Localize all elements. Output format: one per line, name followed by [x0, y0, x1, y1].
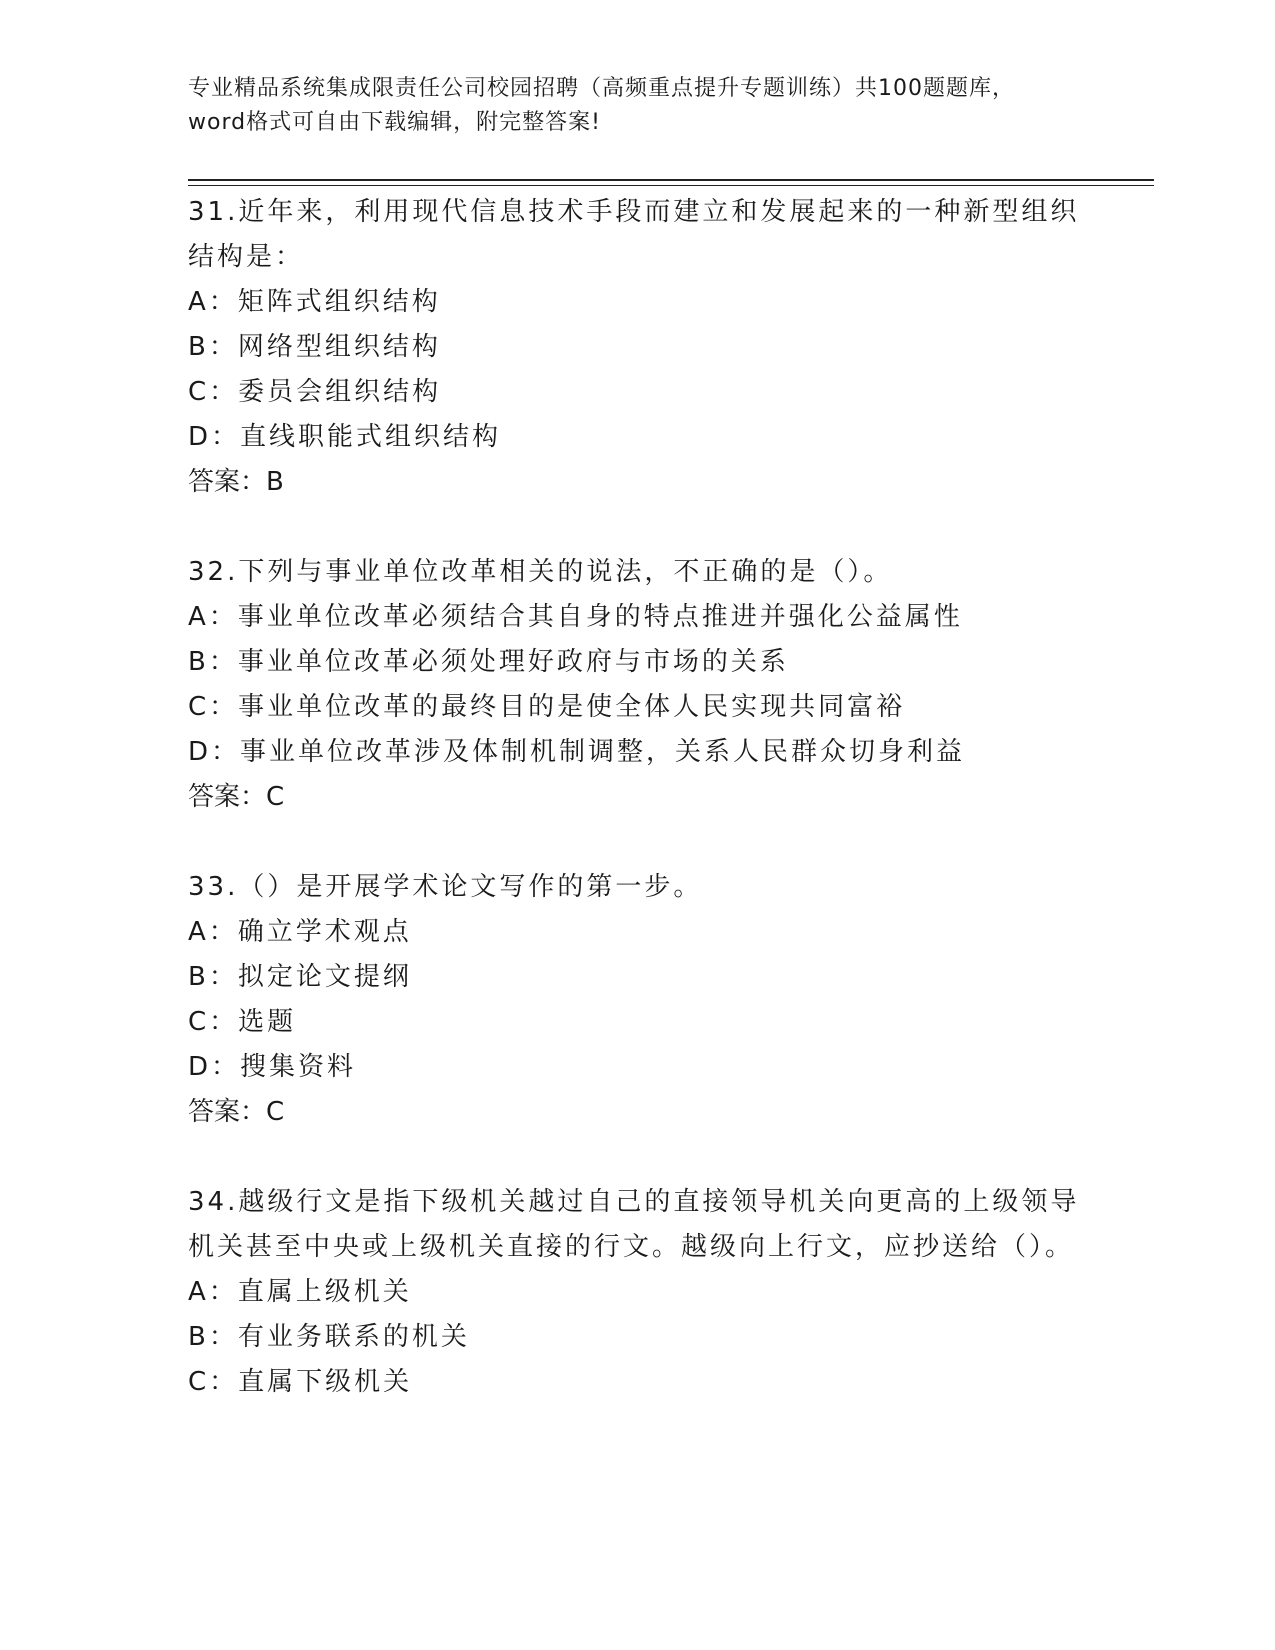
question-text: 33.（）是开展学术论文写作的第一步。	[188, 872, 703, 902]
header-divider-thick	[188, 179, 1154, 181]
option-b: B：有业务联系的机关	[188, 1322, 470, 1352]
option-b: B：事业单位改革必须处理好政府与市场的关系	[188, 647, 789, 677]
document-header	[188, 72, 1028, 140]
option-a: A：事业单位改革必须结合其自身的特点推进并强化公益属性	[188, 602, 963, 632]
option-a: A：直属上级机关	[188, 1277, 412, 1307]
option-a: A：矩阵式组织结构	[188, 287, 441, 317]
option-c: C：委员会组织结构	[188, 377, 442, 407]
question-32	[188, 550, 1088, 820]
option-d: D：搜集资料	[188, 1052, 357, 1082]
answer: 答案：C	[188, 782, 285, 812]
option-b: B：拟定论文提纲	[188, 962, 412, 992]
option-b: B：网络型组织结构	[188, 332, 441, 362]
option-c: C：直属下级机关	[188, 1367, 413, 1397]
option-d: D：直线职能式组织结构	[188, 422, 502, 452]
question-text: 34.越级行文是指下级机关越过自己的直接领导机关向更高的上级领导机关甚至中央或上级机关直接的行文。越级向上行文，应抄送给（）。	[188, 1187, 1080, 1262]
option-d: D：事业单位改革涉及体制机制调整，关系人民群众切身利益	[188, 737, 966, 767]
question-text: 31.近年来，利用现代信息技术手段而建立和发展起来的一种新型组织结构是：	[188, 197, 1080, 272]
answer: 答案：C	[188, 1097, 285, 1127]
question-33	[188, 865, 1088, 1135]
question-text: 32.下列与事业单位改革相关的说法，不正确的是（）。	[188, 557, 893, 587]
question-34	[188, 1180, 1088, 1405]
question-list	[188, 190, 1088, 1450]
header-divider-thin	[188, 185, 1154, 186]
header-title: 专业精品系统集成限责任公司校园招聘（高频重点提升专题训练）共100题题库，word格式可自由下载编辑，附完整答案!	[188, 76, 1015, 135]
option-c: C：选题	[188, 1007, 297, 1037]
option-a: A：确立学术观点	[188, 917, 412, 947]
question-31	[188, 190, 1088, 505]
option-c: C：事业单位改革的最终目的是使全体人民实现共同富裕	[188, 692, 906, 722]
answer: 答案：B	[188, 467, 284, 497]
